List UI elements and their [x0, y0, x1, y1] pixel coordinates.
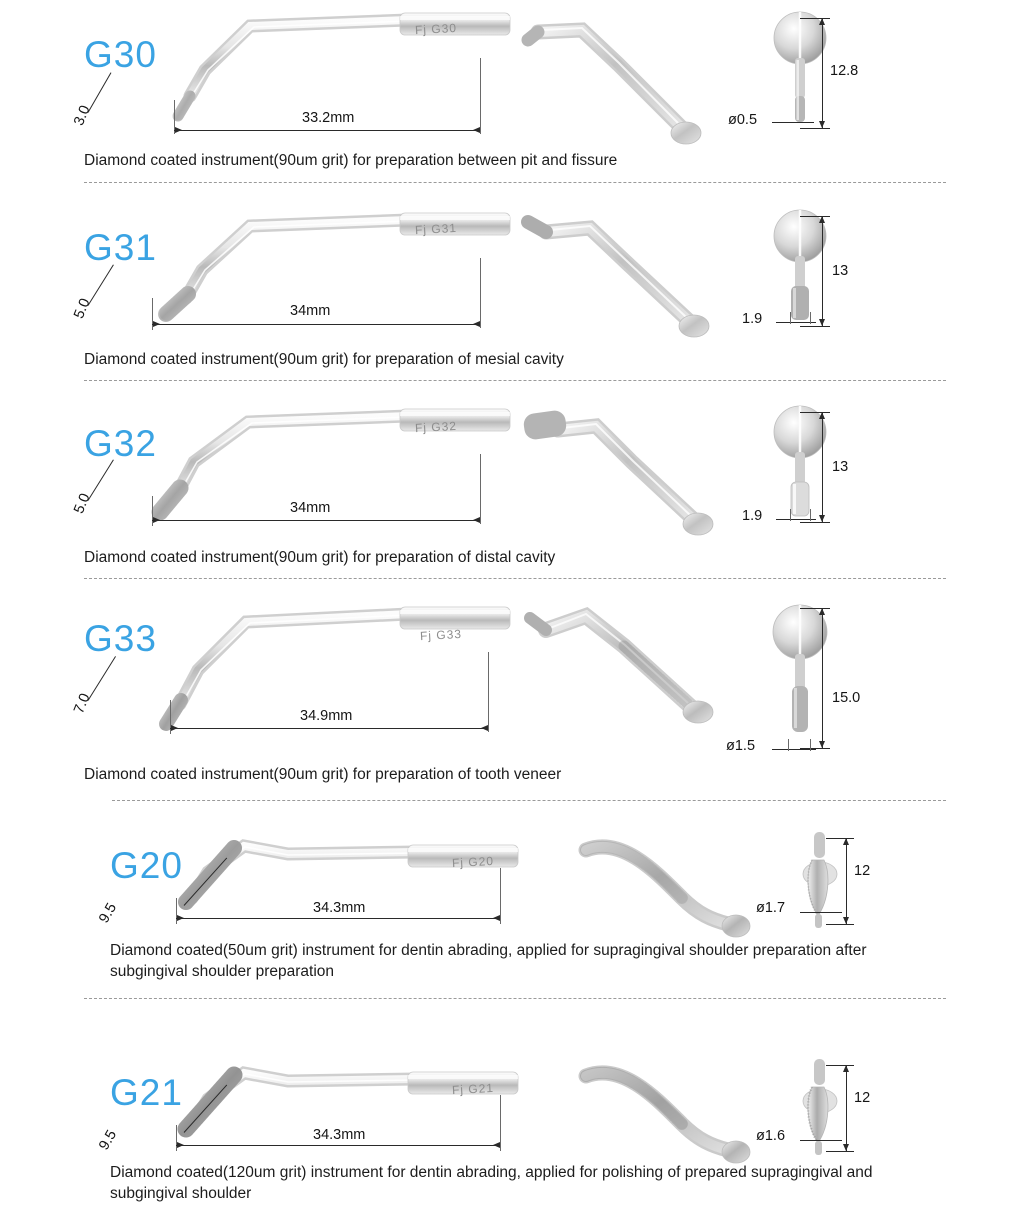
- dim-tick-top-g21: [826, 1065, 854, 1066]
- dim-tick-right-g33: [488, 652, 489, 732]
- dimension-line-diameter-g20: [800, 912, 842, 913]
- dimension-line-height-g21: [846, 1065, 847, 1151]
- dimension-tip-g31: 5.0: [71, 296, 94, 321]
- tip-end-view-g33: [760, 600, 850, 750]
- dimension-diameter-g21: ø1.6: [756, 1128, 786, 1144]
- dim-tick-bottom-g30: [800, 128, 830, 129]
- dim-tick-bottom-g32: [800, 522, 830, 523]
- dim-arrow-down-g21: [843, 1144, 849, 1151]
- dimension-tip-g30: 3.0: [71, 103, 94, 128]
- description-g31: Diamond coated instrument(90um grit) for preparation of mesial cavity: [84, 351, 564, 368]
- engraved-code-g30: Fj G30: [414, 20, 458, 38]
- dim-arrow-down-g32: [819, 515, 825, 522]
- separator-5: [84, 998, 946, 999]
- dimension-line-height-g32: [822, 412, 823, 522]
- dimension-length-g33: 34.9mm: [300, 708, 353, 724]
- engraved-code-g33: Fj G33: [419, 626, 463, 644]
- dimension-length-g31: 34mm: [290, 303, 331, 319]
- dim-tick-top-g20: [826, 838, 854, 839]
- engraved-code-g20: Fj G20: [451, 853, 495, 871]
- dim-tick-bottom-g21: [826, 1151, 854, 1152]
- dim-arrow-right-g32: [473, 517, 480, 523]
- dim-arrow-left-g20: [177, 915, 184, 921]
- dimension-line-diameter-g21: [800, 1140, 842, 1141]
- dim-arrow-left-g32: [153, 517, 160, 523]
- dim-arrow-down-g33: [819, 741, 825, 748]
- dim-arrow-down-g20: [843, 917, 849, 924]
- dim-tick-top-g31: [800, 216, 830, 217]
- dim-tick-right-g20: [500, 868, 501, 924]
- dimension-line-length-g21: [176, 1145, 500, 1146]
- dimension-line-height-g33: [822, 608, 823, 748]
- dimension-diameter-g31: 1.9: [742, 311, 763, 327]
- dimension-height-g30: 12.8: [830, 63, 859, 79]
- dimension-diameter-g20: ø1.7: [756, 900, 786, 916]
- dimension-line-height-g20: [846, 838, 847, 924]
- dim-tick-right-g21: [500, 1095, 501, 1151]
- dimension-tip-g33: 7.0: [71, 691, 94, 716]
- dimension-tip-g32: 5.0: [71, 491, 94, 516]
- dim-tick-top-g30: [800, 18, 830, 19]
- dimension-line-length-g30: [174, 130, 480, 131]
- tip-illustration-g21: [168, 1055, 518, 1165]
- separator-3: [84, 578, 946, 579]
- description-g21: Diamond coated(120um grit) instrument for dentin abrading, applied for polishing of prepared supragingival and subgingival shoulder: [110, 1164, 873, 1202]
- dim-arrow-up-g21: [843, 1065, 849, 1072]
- dim-arrow-right-g30: [473, 127, 480, 133]
- model-code-g32: G32: [84, 423, 157, 464]
- dimension-diameter-g32: 1.9: [742, 508, 763, 524]
- dimension-line-tip-g31: [88, 265, 114, 306]
- dimension-line-height-g31: [822, 216, 823, 326]
- dimension-line-tip-g32: [88, 460, 114, 501]
- dim-tick-right-g32: [480, 454, 481, 524]
- tip-perspective-g30: [520, 18, 710, 148]
- dim-arrow-up-g32: [819, 412, 825, 419]
- dim-arrow-down-g31: [819, 319, 825, 326]
- tip-perspective-g21: [570, 1062, 770, 1172]
- dimension-height-g20: 12: [854, 863, 871, 879]
- dimension-length-g21: 34.3mm: [313, 1127, 366, 1143]
- engraved-code-g31: Fj G31: [414, 220, 458, 238]
- dimension-line-length-g20: [176, 918, 500, 919]
- dim-arrow-left-g21: [177, 1142, 184, 1148]
- dimension-diameter-g33: ø1.5: [726, 738, 756, 754]
- tip-illustration-g20: [168, 828, 518, 938]
- dim-tick-right-g30: [480, 58, 481, 134]
- tip-perspective-g20: [570, 836, 770, 946]
- dim-tick-dia-g33: [788, 739, 789, 751]
- dim-arrow-down-g30: [819, 121, 825, 128]
- description-g32: Diamond coated instrument(90um grit) for preparation of distal cavity: [84, 549, 556, 566]
- dim-arrow-up-g31: [819, 216, 825, 223]
- dim-arrow-up-g30: [819, 18, 825, 25]
- dimension-line-diameter-g30: [772, 122, 814, 123]
- dimension-height-g31: 13: [832, 263, 849, 279]
- model-code-g20: G20: [110, 845, 183, 886]
- dimension-line-length-g33: [170, 728, 488, 729]
- dim-tick-dia2-g33: [810, 739, 811, 751]
- separator-2: [84, 380, 946, 381]
- dim-tick-bottom-g31: [800, 326, 830, 327]
- dimension-line-tip-g33: [88, 656, 116, 701]
- tip-perspective-g31: [520, 212, 720, 342]
- dim-arrow-up-g20: [843, 838, 849, 845]
- dim-tick-dia-g32: [790, 509, 791, 521]
- dimension-line-height-g30: [822, 18, 823, 128]
- separator-4: [112, 800, 946, 801]
- dimension-line-length-g31: [152, 324, 480, 325]
- dim-tick-dia2-g31: [810, 312, 811, 324]
- engraved-code-g32: Fj G32: [414, 418, 458, 436]
- dim-tick-bottom-g20: [826, 924, 854, 925]
- dimension-length-g20: 34.3mm: [313, 900, 366, 916]
- dimension-length-g32: 34mm: [290, 500, 331, 516]
- dimension-diameter-g30: ø0.5: [728, 112, 758, 128]
- dim-arrow-right-g20: [493, 915, 500, 921]
- dim-tick-top-g33: [800, 608, 830, 609]
- model-code-g31: G31: [84, 227, 157, 268]
- dim-arrow-right-g33: [481, 725, 488, 731]
- model-code-g30: G30: [84, 34, 157, 75]
- dimension-length-g30: 33.2mm: [302, 110, 355, 126]
- description-g30: Diamond coated instrument(90um grit) for preparation between pit and fissure: [84, 152, 618, 169]
- dimension-height-g21: 12: [854, 1090, 871, 1106]
- model-code-g33: G33: [84, 618, 157, 659]
- dimension-tip-g20: 9.5: [96, 900, 121, 926]
- dim-tick-top-g32: [800, 412, 830, 413]
- dimension-height-g33: 15.0: [832, 690, 861, 706]
- description-g20: Diamond coated(50um grit) instrument for dentin abrading, applied for supragingival shoulder preparation after subgingival shoulder preparation: [110, 942, 867, 980]
- dimension-tip-g21: 9.5: [96, 1127, 121, 1153]
- dim-tick-dia2-g32: [810, 509, 811, 521]
- description-g33: Diamond coated instrument(90um grit) for preparation of tooth veneer: [84, 766, 562, 783]
- engraved-code-g21: Fj G21: [451, 1080, 495, 1098]
- dimension-line-tip-g30: [88, 72, 112, 112]
- dim-arrow-left-g33: [171, 725, 178, 731]
- dim-arrow-left-g30: [175, 127, 182, 133]
- dim-tick-dia-g31: [790, 312, 791, 324]
- dim-arrow-up-g33: [819, 608, 825, 615]
- dim-tick-right-g31: [480, 258, 481, 328]
- model-code-g21: G21: [110, 1072, 183, 1113]
- dim-arrow-right-g21: [493, 1142, 500, 1148]
- tip-perspective-g33: [520, 602, 730, 742]
- tip-perspective-g32: [522, 408, 722, 538]
- dim-arrow-right-g31: [473, 321, 480, 327]
- dimension-line-length-g32: [152, 520, 480, 521]
- dimension-height-g32: 13: [832, 459, 849, 475]
- dim-arrow-left-g31: [153, 321, 160, 327]
- separator-1: [84, 182, 946, 183]
